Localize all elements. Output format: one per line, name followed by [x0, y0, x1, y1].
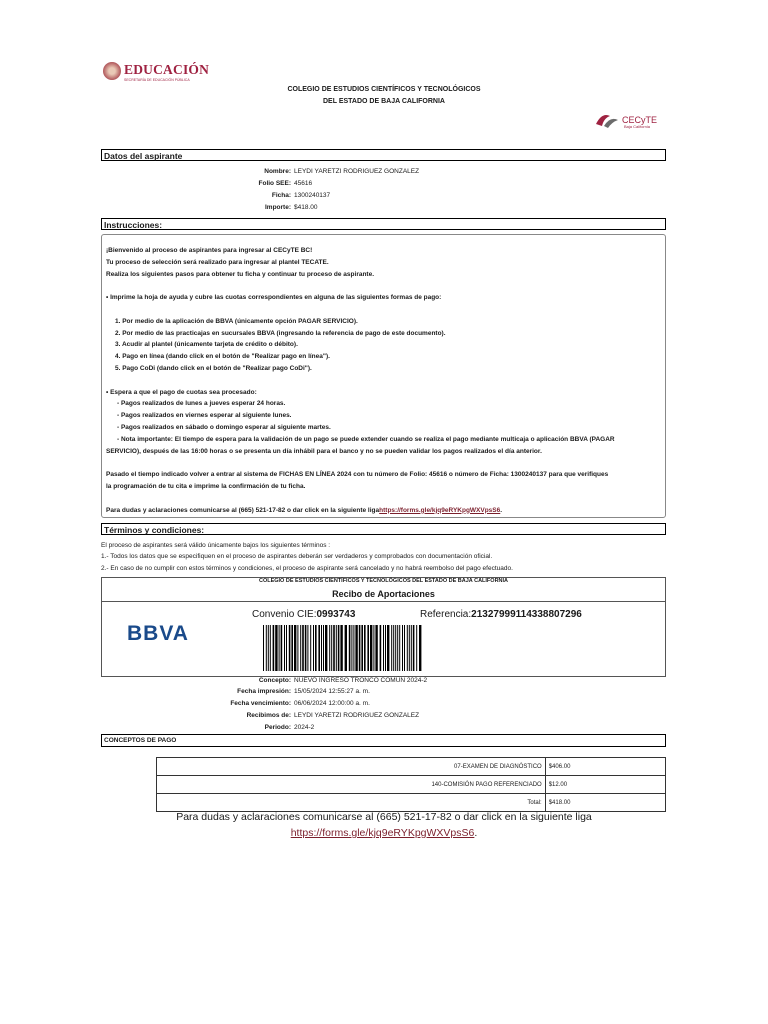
steps-intro: Realiza los siguientes pasos para obtener tu ficha y continuar tu proceso de aspirante. [106, 270, 375, 278]
education-logo-text: EDUCACIÓN [124, 62, 210, 77]
bbva-logo: BBVA [127, 622, 189, 645]
barcode-bar [333, 625, 335, 671]
education-logo-subtitle: SECRETARÍA DE EDUCACIÓN PÚBLICA [124, 78, 190, 82]
barcode-bar [385, 625, 386, 671]
barcode-bar [413, 625, 415, 671]
field-label: Fecha impresión: [237, 688, 291, 695]
field-label: Concepto: [258, 677, 291, 684]
field-recibimos-de [103, 712, 419, 719]
after-text: Pasado el tiempo indicado volver a entrar al sistema de FICHAS EN LÍNEA 2024 con tu número de Folio: 45616 o número de Ficha: 1300240137 para que verifiques [106, 471, 609, 479]
barcode-bar [300, 625, 301, 671]
field-label: Recibimos de: [246, 712, 291, 719]
field-fecha-vencimiento [103, 700, 370, 707]
barcode-bar [310, 625, 311, 671]
wait-item: - Pagos realizados de lunes a jueves esperar 24 horas. [117, 400, 286, 408]
field-value: LEYDI YARETZI RODRIGUEZ GONZALEZ [294, 168, 420, 175]
barcode-bar [302, 625, 304, 671]
barcode-bar [321, 625, 322, 671]
terms-line: El proceso de aspirantes será válido únicamente bajos los siguientes términos : [101, 542, 331, 549]
concept-total-amount: $418.00 [545, 794, 665, 812]
barcode-bar [263, 625, 264, 671]
payment-method-item: 1. Por medio de la aplicación de BBVA (únicamente opción PAGAR SERVICIO). [115, 317, 358, 325]
barcode-bar [380, 625, 382, 671]
barcode-bar [367, 625, 369, 671]
section-instrucciones: Instrucciones: [101, 218, 666, 230]
payment-method-item: 4. Pago en línea (dando click en el botón de "Realizar pago en línea"). [115, 353, 330, 361]
barcode-bar [383, 625, 384, 671]
seal-icon [103, 62, 121, 80]
barcode-bar [370, 625, 372, 671]
wait-intro: • Espera a que el pago de cuotas sea procesado: [106, 388, 257, 396]
field-importe [103, 204, 318, 211]
field-value: 2024-2 [294, 724, 315, 731]
barcode-bar [375, 625, 377, 671]
terms-line: 2.- En caso de no cumplir con estos términos y condiciones, el proceso de aspirante será cancelado y no habrá reembolso del pago efectuado. [101, 564, 513, 572]
barcode-bar [323, 625, 324, 671]
barcode-bar [407, 625, 408, 671]
barcode-bar [315, 625, 317, 671]
note-line: - Nota importante: El tiempo de espera para la validación de un pago se puede extender cuando se realiza el pago mediante multicaja o aplicación BBVA (PAGAR [117, 435, 615, 443]
barcode-bar [361, 625, 363, 671]
field-fecha-impresion [103, 688, 370, 695]
barcode-bar [286, 625, 287, 671]
field-value: 06/06/2024 12:00:00 a. m. [294, 700, 370, 707]
barcode-bar [402, 625, 403, 671]
footer-text: Para dudas y aclaraciones comunicarse al (665) 521-17-82 o dar click en la siguiente liga [176, 811, 592, 823]
barcode-bar [404, 625, 405, 671]
barcode-bar [266, 625, 267, 671]
field-value: $418.00 [294, 204, 318, 211]
note-line: SERVICIO), después de las 16:00 horas o se presenta un día inhábil para el banco y no se pueden validar los pagos realizados el día anterior. [106, 447, 542, 455]
referencia [420, 609, 582, 620]
barcode-bar [331, 625, 332, 671]
barcode-bar [397, 625, 398, 671]
welcome-text: ¡Bienvenido al proceso de aspirantes para ingresar al CECyTE BC! [106, 247, 313, 254]
barcode-bar [419, 625, 421, 671]
barcode-bar [289, 625, 291, 671]
section-conceptos: CONCEPTOS DE PAGO [101, 734, 666, 747]
table-row [157, 758, 666, 776]
payment-method-item: 3. Acudir al plantel (únicamente tarjeta de crédito o débito). [115, 341, 298, 349]
cecyte-logo [594, 110, 668, 134]
field-label: Ficha: [271, 192, 291, 199]
doubts-end: . [500, 506, 503, 514]
barcode-bar [268, 625, 269, 671]
barcode [263, 625, 423, 671]
concept-desc: 07-EXAMEN DE DIAGNÓSTICO [157, 758, 546, 776]
college-title-line1: COLEGIO DE ESTUDIOS CIENTÍFICOS Y TECNOLÓGICOS [287, 86, 481, 93]
barcode-bar [391, 625, 392, 671]
field-ficha [103, 192, 330, 199]
convenio-value: 0993743 [316, 609, 356, 620]
barcode-bar [313, 625, 314, 671]
barcode-bar [275, 625, 277, 671]
convenio-label: Convenio CIE: [252, 609, 317, 620]
barcode-bar [305, 625, 307, 671]
barcode-bar [387, 625, 389, 671]
college-title [230, 84, 538, 108]
referencia-value: 21327999114338807296 [471, 609, 582, 620]
forms-link[interactable]: https://forms.gle/kjq9eRYKpgWXVpsS6 [379, 506, 501, 514]
after-text: la programación de tu cita e imprime la confirmación de tu ficha. [106, 482, 306, 490]
field-label: Fecha vencimiento: [230, 700, 291, 707]
college-title-line2: DEL ESTADO DE BAJA CALIFORNIA [323, 98, 445, 105]
barcode-bar [373, 625, 374, 671]
barcode-bar [355, 625, 357, 671]
concept-desc: 140-COMISIÓN PAGO REFERENCIADO [157, 776, 546, 794]
conceptos-table [156, 757, 666, 812]
receipt-title: Recibo de Aportaciones [332, 589, 435, 599]
education-logo [103, 62, 223, 86]
concept-amount: $12.00 [545, 776, 665, 794]
footer-contact [100, 809, 668, 841]
barcode-bar [270, 625, 271, 671]
barcode-bar [349, 625, 351, 671]
barcode-bar [395, 625, 396, 671]
barcode-bar [393, 625, 394, 671]
terms-text [101, 540, 666, 574]
barcode-bar [409, 625, 410, 671]
barcode-bar [359, 625, 361, 671]
terms-line: 1.- Todos los datos que se especifiquen en el proceso de aspirantes deberán ser verdaderos y comprobados con documentación oficial. [101, 553, 493, 561]
footer-link-line [100, 825, 668, 841]
referencia-label: Referencia: [420, 609, 472, 620]
barcode-bar [351, 625, 352, 671]
field-nombre [103, 168, 419, 175]
cecyte-logo-text: CECyTE [622, 115, 658, 125]
barcode-bar [345, 625, 347, 671]
field-folio [103, 180, 312, 187]
field-value: 1300240137 [294, 192, 331, 199]
barcode-bar [416, 625, 417, 671]
instructions-text [106, 245, 661, 516]
field-value: 15/05/2024 12:55:27 a. m. [294, 688, 370, 695]
doubts-text [106, 505, 661, 517]
receipt-divider [102, 601, 665, 602]
barcode-bar [364, 625, 366, 671]
barcode-bar [297, 625, 298, 671]
field-label: Periodo: [264, 724, 291, 731]
barcode-bar [340, 625, 342, 671]
barcode-bar [336, 625, 337, 671]
barcode-bar [281, 625, 283, 671]
barcode-bar [329, 625, 330, 671]
barcode-bar [273, 625, 275, 671]
field-periodo [103, 724, 314, 731]
footer-forms-link[interactable]: https://forms.gle/kjq9eRYKpgWXVpsS6 [290, 827, 475, 839]
payment-method-item: 2. Por medio de las practicajas en sucursales BBVA (ingresando la referencia de pago de este documento). [115, 329, 446, 337]
convenio [252, 609, 355, 620]
footer-end: . [474, 827, 478, 839]
section-aspirante: Datos del aspirante [101, 149, 666, 161]
table-row [157, 776, 666, 794]
doubts-label: Para dudas y aclaraciones comunicarse al (665) 521-17-82 o dar click en la siguiente liga [106, 506, 380, 514]
barcode-bar [411, 625, 412, 671]
field-value: 45616 [294, 180, 313, 187]
wait-item: - Pagos realizados en viernes esperar al siguiente lunes. [117, 412, 292, 420]
plantel-text: Tu proceso de selección será realizado para ingresar al plantel TECATE. [106, 258, 329, 266]
barcode-bar [318, 625, 320, 671]
barcode-bar [294, 625, 296, 671]
barcode-bar [307, 625, 308, 671]
field-value: NUEVO INGRESO TRONCO COMÚN 2024-2 [294, 677, 428, 684]
barcode-bar [399, 625, 400, 671]
barcode-bar [284, 625, 285, 671]
receipt-header: COLEGIO DE ESTUDIOS CIENTÍFICOS Y TECNOLÓGICOS DEL ESTADO DE BAJA CALIFORNIA [258, 578, 509, 584]
barcode-bar [291, 625, 293, 671]
field-label: Importe: [265, 204, 291, 211]
cecyte-logo-subtitle: Baja California [624, 124, 651, 129]
barcode-bar [338, 625, 340, 671]
payment-method-item: 5. Pago CoDi (dando click en el botón de "Realizar pago CoDi"). [115, 364, 312, 372]
section-terminos: Términos y condiciones: [101, 523, 666, 535]
concept-total-label: Total: [157, 794, 546, 812]
concept-amount: $406.00 [545, 758, 665, 776]
payment-receipt [101, 577, 666, 677]
cecyte-logo-icon [594, 110, 620, 130]
barcode-bar [279, 625, 280, 671]
field-label: Nombre: [264, 168, 291, 175]
field-concepto [103, 677, 427, 684]
barcode-bar [325, 625, 327, 671]
field-label: Folio SEE: [258, 180, 291, 187]
wait-item: - Pagos realizados en sábado o domingo esperar al siguiente martes. [117, 423, 331, 431]
barcode-bar [353, 625, 354, 671]
field-value: LEYDI YARETZI RODRIGUEZ GONZALEZ [294, 712, 420, 719]
print-help: • Imprime la hoja de ayuda y cubre las cuotas correspondientes en alguna de las siguientes formas de pago: [106, 294, 442, 302]
